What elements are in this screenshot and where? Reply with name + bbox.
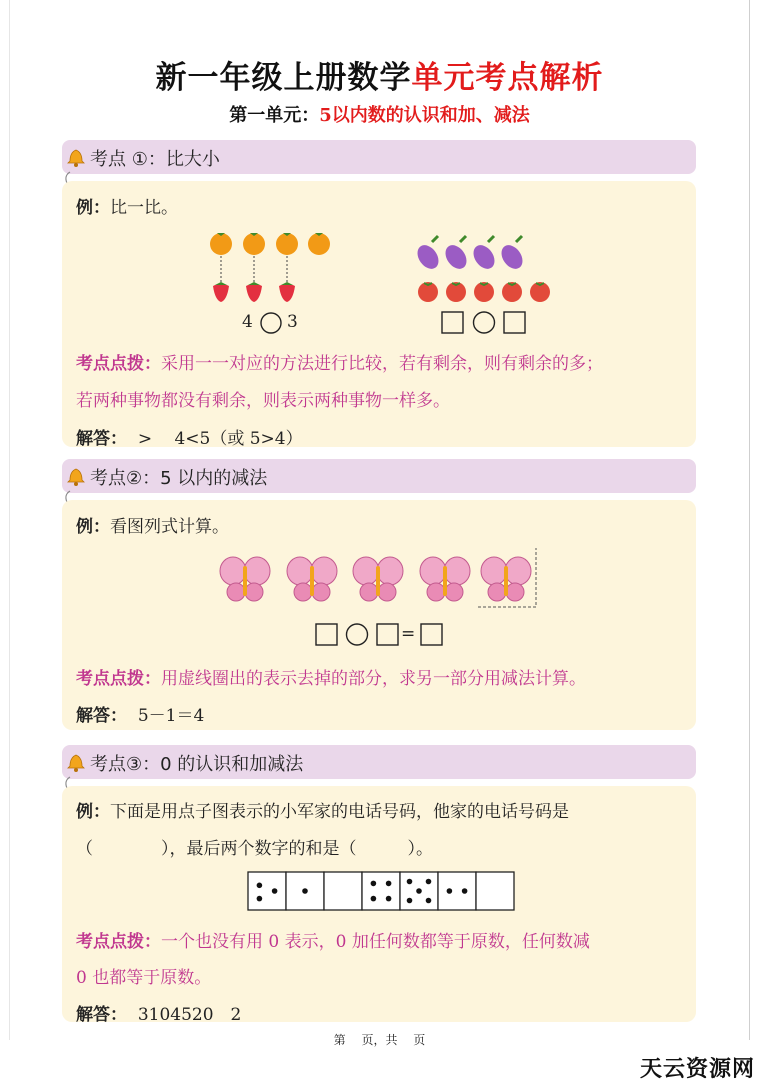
compare-left-a: 4 [242, 312, 253, 332]
section-3-tip-line2: 0 也都等于原数。 [76, 968, 212, 988]
section-3-answer [76, 1000, 241, 1025]
butterflies-figure [218, 548, 548, 610]
dice-dot [302, 888, 308, 894]
answer-label: 解答： [76, 706, 127, 726]
phone-dice-strip [247, 871, 513, 911]
section-2-tip [76, 664, 586, 689]
dice-dot [386, 881, 392, 887]
orange-icon [210, 233, 232, 255]
example-label: 例： [76, 198, 110, 218]
tip-text: 采用一一对应的方法进行比较，若有剩余，则有剩余的多； [161, 354, 603, 374]
section-1-heading-label: 考点 ①：比大小 [90, 149, 220, 170]
tip-label: 考点点拨： [76, 669, 161, 689]
bell-icon [66, 753, 86, 773]
section-3-example-line2: （ ），最后两个数字的和是（ ）。 [76, 839, 433, 859]
section-2-answer [76, 701, 204, 726]
bell-icon [66, 467, 86, 487]
answer-text: > 4<5（或 5>4） [137, 429, 303, 449]
dice-dot [407, 898, 413, 904]
title-main: 新一年级上册数学 [155, 60, 412, 96]
dice-dot [407, 879, 413, 885]
dice-dot [257, 883, 263, 889]
example-text: 看图列式计算。 [110, 517, 229, 537]
answer-label: 解答： [76, 1005, 127, 1025]
example-label: 例： [76, 517, 110, 537]
section-1-example [76, 193, 178, 218]
tomato-icon [530, 282, 550, 302]
dice-cell [324, 872, 362, 910]
butterfly-icon [353, 557, 403, 601]
dice-dot [272, 888, 278, 894]
dice-dot [386, 896, 392, 902]
strawberry-icon [279, 282, 295, 302]
section-1-tip-line2: 若两种事物都没有剩余，则表示两种事物一样多。 [76, 391, 450, 411]
compare-blanks-right[interactable] [440, 310, 530, 336]
eggplant-icon [497, 236, 527, 273]
bell-icon [66, 148, 86, 168]
orange-icon [276, 233, 298, 255]
example-text: 下面是用点子图表示的小军家的电话号码，他家的电话号码是 [110, 802, 569, 822]
subtitle-unit: 第一单元： [229, 105, 320, 126]
title-highlight: 单元考点解析 [411, 60, 604, 96]
subtitle-topic: 5以内数的认识和加、减法 [319, 105, 530, 126]
orange-icon [243, 233, 265, 255]
watermark: 天云资源网 [639, 1057, 755, 1082]
example-text: 比一比。 [110, 198, 178, 218]
strawberry-icon [246, 282, 262, 302]
section-2-heading [62, 459, 696, 493]
page-edge-left [9, 0, 10, 1040]
dice-dot [447, 888, 453, 894]
compare-left-b: 3 [287, 312, 298, 332]
tomato-icon [446, 282, 466, 302]
section-1-answer [76, 424, 303, 449]
dice-dot [416, 888, 422, 894]
dice-dot [426, 898, 432, 904]
page-subtitle [0, 101, 759, 127]
tip-text: 用虚线圈出的表示去掉的部分，求另一部分用减法计算。 [161, 669, 586, 689]
dice-cell [248, 872, 286, 910]
section-1-tip-line1 [76, 349, 603, 374]
section-3-tip-line1 [76, 927, 590, 952]
section-2-heading-label: 考点②：5 以内的减法 [90, 468, 268, 489]
oranges-strawberries-figure [205, 228, 335, 306]
compare-circle-blank[interactable] [259, 311, 285, 335]
eggplants-tomatoes-figure [412, 232, 554, 304]
dice-cell [438, 872, 476, 910]
eggplant-icon [441, 236, 471, 273]
page-footer: 第 页，共 页 [333, 1033, 426, 1047]
section-3-heading-label: 考点③：0 的认识和加减法 [90, 754, 304, 775]
section-3-example-line1 [76, 797, 569, 822]
butterfly-icon [220, 557, 270, 601]
dice-cell [362, 872, 400, 910]
dice-dot [257, 896, 263, 902]
answer-text: 3104520 2 [137, 1005, 242, 1025]
tomato-icon [474, 282, 494, 302]
eggplant-icon [469, 236, 499, 273]
orange-icon [308, 233, 330, 255]
section-2-example [76, 512, 229, 537]
eggplant-icon [413, 236, 443, 273]
strawberry-icon [213, 282, 229, 302]
dice-cell [476, 872, 514, 910]
page-title [0, 52, 759, 97]
tomato-icon [502, 282, 522, 302]
tip-label: 考点点拨： [76, 932, 161, 952]
page-edge-right [749, 0, 750, 1040]
butterfly-icon [420, 557, 470, 601]
dice-dot [426, 879, 432, 885]
equation-blanks[interactable] [314, 622, 446, 648]
butterfly-icon [287, 557, 337, 601]
tomato-icon [418, 282, 438, 302]
answer-label: 解答： [76, 429, 127, 449]
example-label: 例： [76, 802, 110, 822]
tip-label: 考点点拨： [76, 354, 161, 374]
dice-dot [371, 881, 377, 887]
tip-text: 一个也没有用 0 表示，0 加任何数都等于原数，任何数减 [161, 932, 590, 952]
dice-dot [462, 888, 468, 894]
section-3-heading [62, 745, 696, 779]
equals-sign: = [401, 624, 416, 644]
section-1-heading [62, 140, 696, 174]
dice-dot [371, 896, 377, 902]
answer-text: 5－1＝4 [137, 706, 205, 726]
butterfly-icon [481, 557, 531, 601]
